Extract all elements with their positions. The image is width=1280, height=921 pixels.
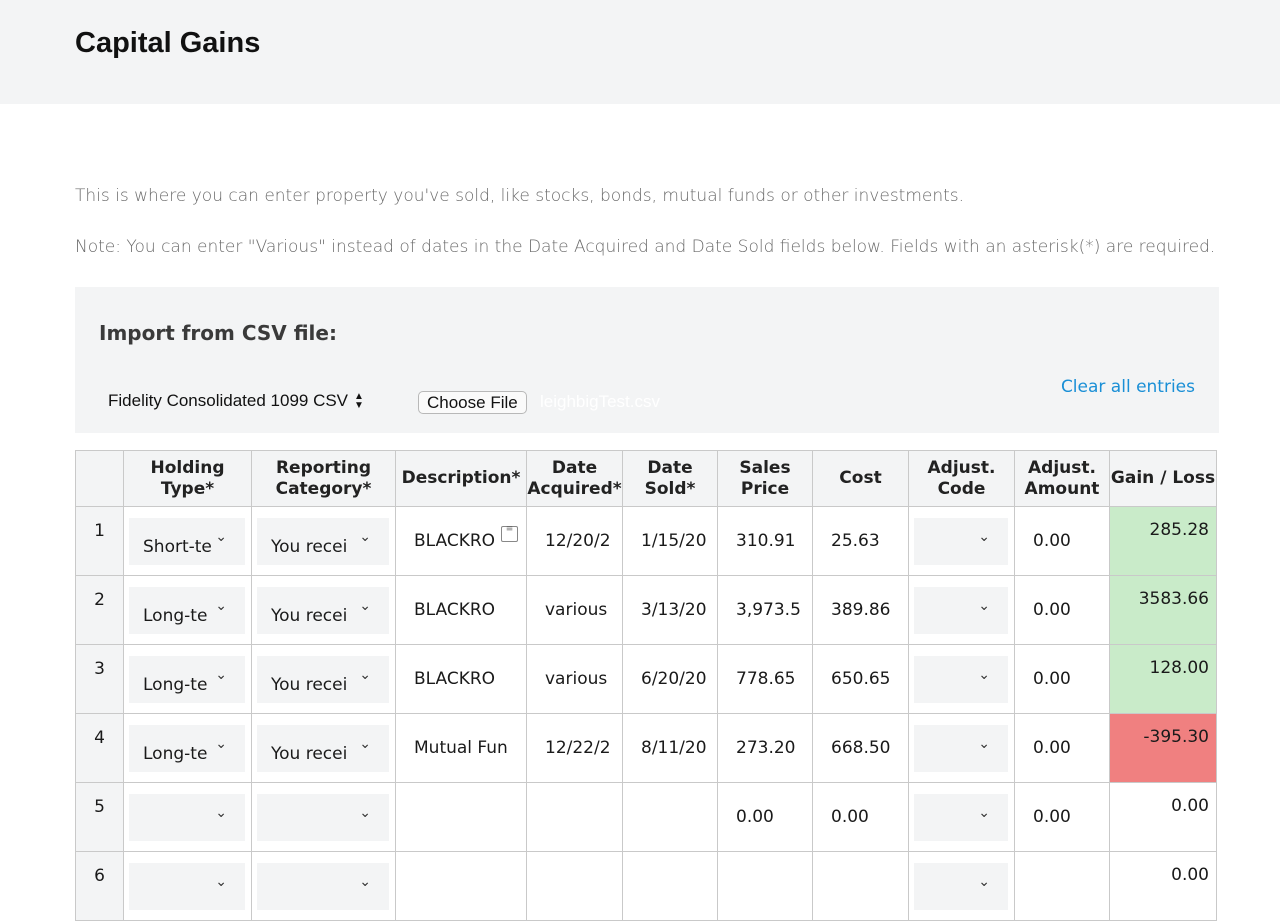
cost-field[interactable] xyxy=(813,576,909,645)
chevron-down-icon: ⌄ xyxy=(215,804,227,821)
adjust-code-cell xyxy=(909,783,1015,852)
chevron-down-icon: ⌄ xyxy=(359,666,371,683)
date-acquired-field[interactable] xyxy=(527,783,623,852)
table-row xyxy=(76,507,1217,576)
date-sold-value: 6/20/20 xyxy=(641,669,707,689)
row-number: 1 xyxy=(76,507,124,576)
date-sold-field[interactable] xyxy=(623,576,718,645)
reporting-category-select[interactable] xyxy=(257,518,389,565)
description-value: BLACKRO xyxy=(414,531,496,551)
sales-price-field[interactable] xyxy=(718,852,813,921)
adjust-code-select[interactable] xyxy=(914,794,1008,841)
date-acquired-field[interactable] xyxy=(527,645,623,714)
date-sold-field[interactable] xyxy=(623,645,718,714)
header-date-sold: Date Sold* xyxy=(623,451,718,507)
chevron-down-icon: ⌄ xyxy=(215,666,227,683)
description-field[interactable] xyxy=(396,852,527,921)
row-number: 6 xyxy=(76,852,124,921)
adjust-code-cell xyxy=(909,645,1015,714)
description-field[interactable] xyxy=(396,783,527,852)
chevron-down-icon: ⌄ xyxy=(978,804,990,821)
adjust-amount-value: 0.00 xyxy=(1033,531,1071,551)
csv-import-panel xyxy=(75,287,1219,433)
header-sales-price: Sales Price xyxy=(718,451,813,507)
table-header-row xyxy=(76,451,1217,507)
cost-field[interactable] xyxy=(813,645,909,714)
choose-file-button[interactable]: Choose File xyxy=(418,391,527,414)
header-adjust-code: Adjust. Code xyxy=(909,451,1015,507)
header-gain-loss: Gain / Loss xyxy=(1110,451,1217,507)
table-row xyxy=(76,714,1217,783)
reporting-category-cell xyxy=(252,507,396,576)
sales-price-value: 0.00 xyxy=(736,807,774,827)
holding-type-select[interactable] xyxy=(129,863,245,910)
date-acquired-field[interactable] xyxy=(527,714,623,783)
description-value: Mutual Fun xyxy=(414,738,508,758)
adjust-code-cell xyxy=(909,714,1015,783)
row-number: 5 xyxy=(76,783,124,852)
chevron-down-icon: ⌄ xyxy=(359,804,371,821)
header-holding-type: Holding Type* xyxy=(124,451,252,507)
sales-price-field[interactable] xyxy=(718,714,813,783)
adjust-code-cell xyxy=(909,576,1015,645)
gain-loss-value: 285.28 xyxy=(1110,507,1217,576)
chevron-down-icon: ⌄ xyxy=(978,528,990,545)
adjust-code-select[interactable] xyxy=(914,518,1008,565)
holding-type-select[interactable] xyxy=(129,725,245,772)
chevron-down-icon: ⌄ xyxy=(978,597,990,614)
sales-price-value: 3,973.5 xyxy=(736,600,801,620)
reporting-category-select[interactable] xyxy=(257,725,389,772)
reporting-category-cell xyxy=(252,645,396,714)
adjust-code-cell xyxy=(909,507,1015,576)
holding-type-cell xyxy=(124,714,252,783)
holding-type-select[interactable] xyxy=(129,518,245,565)
adjust-code-cell xyxy=(909,852,1015,921)
adjust-code-select[interactable] xyxy=(914,863,1008,910)
reporting-category-select[interactable] xyxy=(257,794,389,841)
sales-price-value: 778.65 xyxy=(736,669,796,689)
chevron-down-icon: ⌄ xyxy=(215,528,227,545)
cost-value: 668.50 xyxy=(831,738,891,758)
chevron-down-icon: ⌄ xyxy=(359,873,371,890)
table-row xyxy=(76,576,1217,645)
intro-text: This is where you can enter property you've sold, like stocks, bonds, mutual funds or other investments. xyxy=(75,186,965,206)
chevron-down-icon: ⌄ xyxy=(359,528,371,545)
date-acquired-value: 12/22/2 xyxy=(545,738,611,758)
adjust-amount-field[interactable] xyxy=(1015,852,1110,921)
csv-format-value: Fidelity Consolidated 1099 CSV xyxy=(108,391,349,410)
cost-value: 389.86 xyxy=(831,600,891,620)
description-field[interactable] xyxy=(396,714,527,783)
chevron-down-icon: ⌄ xyxy=(978,735,990,752)
chevron-down-icon: ⌄ xyxy=(978,666,990,683)
date-sold-field[interactable] xyxy=(623,714,718,783)
adjust-amount-value: 0.00 xyxy=(1033,669,1071,689)
holding-type-cell xyxy=(124,783,252,852)
description-value: BLACKRO xyxy=(414,669,496,689)
cost-value: 25.63 xyxy=(831,531,880,551)
reporting-category-value: You recei xyxy=(271,536,348,557)
capital-gains-table xyxy=(75,450,1217,921)
header-row-number xyxy=(76,451,124,507)
reporting-category-value: You recei xyxy=(271,743,348,764)
gain-loss-value: 0.00 xyxy=(1110,852,1217,921)
reporting-category-cell xyxy=(252,714,396,783)
holding-type-cell xyxy=(124,576,252,645)
holding-type-cell xyxy=(124,645,252,714)
adjust-amount-value: 0.00 xyxy=(1033,600,1071,620)
date-sold-field[interactable] xyxy=(623,852,718,921)
gain-loss-value: 128.00 xyxy=(1110,645,1217,714)
chevron-down-icon: ⌄ xyxy=(215,735,227,752)
sales-price-field[interactable] xyxy=(718,645,813,714)
cost-value: 650.65 xyxy=(831,669,891,689)
adjust-amount-field[interactable] xyxy=(1015,576,1110,645)
header-date-acquired: Date Acquired* xyxy=(527,451,623,507)
holding-type-value: Long-te xyxy=(143,743,208,764)
adjust-code-select[interactable] xyxy=(914,587,1008,634)
holding-type-select[interactable] xyxy=(129,587,245,634)
cost-field[interactable] xyxy=(813,714,909,783)
reporting-category-select[interactable] xyxy=(257,863,389,910)
cost-field[interactable] xyxy=(813,783,909,852)
reporting-category-select[interactable] xyxy=(257,587,389,634)
holding-type-value: Long-te xyxy=(143,605,208,626)
chevron-down-icon: ⌄ xyxy=(359,597,371,614)
date-sold-value: 1/15/20 xyxy=(641,531,707,551)
holding-type-value: Long-te xyxy=(143,674,208,695)
adjust-code-select[interactable] xyxy=(914,656,1008,703)
date-acquired-field[interactable] xyxy=(527,576,623,645)
table-row xyxy=(76,852,1217,921)
date-sold-field[interactable] xyxy=(623,783,718,852)
chevron-down-icon: ⌄ xyxy=(215,873,227,890)
adjust-amount-field[interactable] xyxy=(1015,507,1110,576)
chevron-down-icon: ⌄ xyxy=(978,873,990,890)
adjust-amount-field[interactable] xyxy=(1015,783,1110,852)
header-description: Description* xyxy=(396,451,527,507)
date-acquired-value: various xyxy=(545,669,608,689)
holding-type-select[interactable] xyxy=(129,656,245,703)
date-acquired-field[interactable] xyxy=(527,852,623,921)
header-reporting-category: Reporting Category* xyxy=(252,451,396,507)
description-field[interactable] xyxy=(396,645,527,714)
row-number: 2 xyxy=(76,576,124,645)
sales-price-value: 273.20 xyxy=(736,738,796,758)
chevron-down-icon: ⌄ xyxy=(215,597,227,614)
reporting-category-cell xyxy=(252,576,396,645)
cost-field[interactable] xyxy=(813,507,909,576)
description-value: BLACKRO xyxy=(414,600,496,620)
page-header xyxy=(0,0,1280,104)
import-title: Import from CSV file: xyxy=(99,321,337,345)
adjust-amount-field[interactable] xyxy=(1015,714,1110,783)
row-number: 4 xyxy=(76,714,124,783)
note-text: Note: You can enter "Various" instead of dates in the Date Acquired and Date Sold fields below. Fields with an asterisk(*) are required. xyxy=(75,237,1216,257)
sales-price-field[interactable] xyxy=(718,576,813,645)
date-sold-value: 8/11/20 xyxy=(641,738,707,758)
page-title: Capital Gains xyxy=(75,27,261,59)
reporting-category-value: You recei xyxy=(271,605,348,626)
list-icon[interactable]: ≡ xyxy=(501,526,518,542)
description-field[interactable] xyxy=(396,507,527,576)
cost-field[interactable] xyxy=(813,852,909,921)
cost-value: 0.00 xyxy=(831,807,869,827)
date-sold-field[interactable] xyxy=(623,507,718,576)
reporting-category-select[interactable] xyxy=(257,656,389,703)
updown-arrows-icon: ▲ ▼ xyxy=(354,391,364,411)
table-row xyxy=(76,645,1217,714)
gain-loss-value: 0.00 xyxy=(1110,783,1217,852)
sales-price-value: 310.91 xyxy=(736,531,796,551)
sales-price-field[interactable] xyxy=(718,507,813,576)
adjust-code-select[interactable] xyxy=(914,725,1008,772)
chosen-file-name: leighbigTest.csv xyxy=(540,392,661,411)
date-acquired-value: various xyxy=(545,600,608,620)
header-adjust-amount: Adjust. Amount xyxy=(1015,451,1110,507)
clear-all-entries-link[interactable]: Clear all entries xyxy=(1060,377,1195,397)
adjust-amount-field[interactable] xyxy=(1015,645,1110,714)
gain-loss-value: 3583.66 xyxy=(1110,576,1217,645)
table-row xyxy=(76,783,1217,852)
reporting-category-cell xyxy=(252,852,396,921)
holding-type-cell xyxy=(124,852,252,921)
date-sold-value: 3/13/20 xyxy=(641,600,707,620)
sales-price-field[interactable] xyxy=(718,783,813,852)
adjust-amount-value: 0.00 xyxy=(1033,807,1071,827)
chevron-down-icon: ⌄ xyxy=(359,735,371,752)
reporting-category-cell xyxy=(252,783,396,852)
csv-format-select[interactable] xyxy=(108,391,364,411)
holding-type-select[interactable] xyxy=(129,794,245,841)
gain-loss-value: -395.30 xyxy=(1110,714,1217,783)
holding-type-cell xyxy=(124,507,252,576)
description-field[interactable] xyxy=(396,576,527,645)
row-number: 3 xyxy=(76,645,124,714)
adjust-amount-value: 0.00 xyxy=(1033,738,1071,758)
holding-type-value: Short-te xyxy=(143,536,212,557)
date-acquired-value: 12/20/2 xyxy=(545,531,611,551)
date-acquired-field[interactable] xyxy=(527,507,623,576)
reporting-category-value: You recei xyxy=(271,674,348,695)
header-cost: Cost xyxy=(813,451,909,507)
